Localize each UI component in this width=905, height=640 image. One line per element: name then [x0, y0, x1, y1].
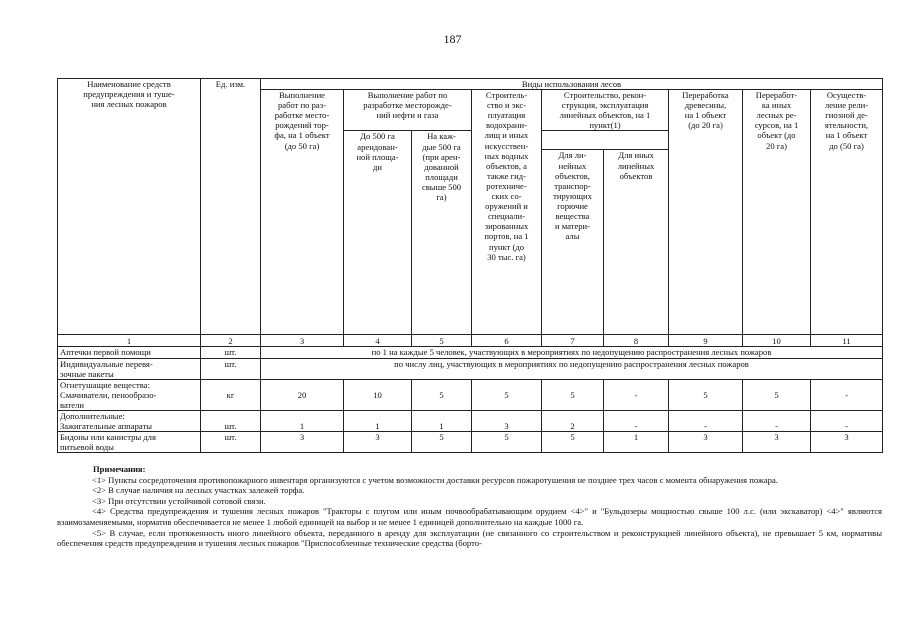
- row-name: Аптечки первой помощи: [58, 347, 201, 358]
- note-item: <2> В случае наличия на лесных участках залежей торфа.: [92, 485, 305, 496]
- row-unit: шт.: [201, 347, 261, 358]
- col-number: 11: [811, 335, 883, 347]
- row-unit: шт.: [201, 411, 261, 432]
- table-row-water-cans: [58, 432, 883, 453]
- header-oil-gas-per-500: На каж- дые 500 га (при арен- дованной площади свыше 500 га): [412, 131, 472, 335]
- header-oil-gas: Выполнение работ по разработке месторожде- ний нефти и газа: [344, 90, 472, 131]
- row-value: 3: [669, 432, 743, 453]
- col-number: 5: [412, 335, 472, 347]
- row-unit: шт.: [201, 432, 261, 453]
- row-unit: кг: [201, 379, 261, 410]
- note-item: <1> Пункты сосредоточения противопожарного инвентаря организуются с учетом возможности доставки ресурсов пожаротушения не позднее трех часов с момента обнаружения пожара.: [92, 474, 778, 485]
- linear-spacer: [542, 131, 669, 150]
- col-number: 9: [669, 335, 743, 347]
- row-name: Огнетушащие вещества: Смачиватели, пенообразо- ватели: [58, 379, 201, 410]
- header-linear-other: Для иных линейных объектов: [604, 150, 669, 335]
- header-name: Наименование средств предупреждения и туше- ния лесных пожаров: [58, 79, 201, 335]
- header-unit: Ед. изм.: [201, 79, 261, 335]
- header-peat: Выполнение работ по раз- работке место- рождений тор- фа, на 1 объект (до 50 га): [261, 90, 344, 335]
- header-linear-flammable: Для ли- нейных объектов, транспор- тирующих горючие вещества и матери- алы: [542, 150, 604, 335]
- col-number: 7: [542, 335, 604, 347]
- header-wood-processing: Переработка древесины, на 1 объект (до 20 га): [669, 90, 743, 335]
- row-name: Индивидуальные перевя- зочные пакеты: [58, 358, 201, 379]
- row-value: 2: [542, 411, 604, 432]
- row-value: 5: [412, 432, 472, 453]
- row-value: 5: [542, 432, 604, 453]
- row-value: -: [743, 411, 811, 432]
- column-number-row: [58, 335, 883, 347]
- row-value: 1: [604, 432, 669, 453]
- row-name: Дополнительные: Зажигательные аппараты: [58, 411, 201, 432]
- header-reservoirs: Строитель- ство и экс- плуатация водохрани- лищ и иных искусствен- ных водных объектов, а также гид- ротехниче- ских со- оружений и специали- зированных портов, на 1 пункт (до 30 тыс. га): [472, 90, 542, 335]
- row-value: -: [604, 379, 669, 410]
- col-number: 3: [261, 335, 344, 347]
- row-span-value: по 1 на каждые 5 человек, участвующих в мероприятиях по недопущению распространения лесных пожаров: [261, 347, 883, 358]
- page-number: 187: [443, 32, 462, 46]
- row-name: Бидоны или канистры для питьевой воды: [58, 432, 201, 453]
- row-value: 3: [472, 411, 542, 432]
- row-value: 3: [261, 432, 344, 453]
- col-number: 4: [344, 335, 412, 347]
- table-row-igniters: [58, 411, 883, 432]
- note-item: <3> При отсутствии устойчивой сотовой связи.: [92, 495, 266, 506]
- col-number: 10: [743, 335, 811, 347]
- row-value: 3: [344, 432, 412, 453]
- row-value: -: [604, 411, 669, 432]
- row-value: 3: [743, 432, 811, 453]
- row-value: 5: [472, 379, 542, 410]
- row-value: -: [669, 411, 743, 432]
- row-value: 3: [811, 432, 883, 453]
- note-item: <5> В случае, если протяженность иного линейного объекта, переданного в аренду для эксплуатации (не связанного со строительством и реконструкцией линейного объекта), не превышает 5 км, нормативы обеспечения средств предупреждения и тушения лесных пожаров "Приспособленные технические средства (борто-: [57, 527, 882, 549]
- row-unit: шт.: [201, 358, 261, 379]
- notes-section: [57, 464, 882, 549]
- row-value: 5: [472, 432, 542, 453]
- row-value: 1: [412, 411, 472, 432]
- row-value: 5: [412, 379, 472, 410]
- row-value: 10: [344, 379, 412, 410]
- col-number: 2: [201, 335, 261, 347]
- row-value: 5: [669, 379, 743, 410]
- table-row-extinguishing-agents: [58, 379, 883, 410]
- table-row-individual-packets: [58, 358, 883, 379]
- row-value: 20: [261, 379, 344, 410]
- row-value: -: [811, 411, 883, 432]
- header-other-resources: Переработ- ка иных лесных ре- сурсов, на 1 объект (до 20 га): [743, 90, 811, 335]
- row-value: 1: [344, 411, 412, 432]
- header-forest-use-types: Виды использования лесов: [261, 79, 883, 90]
- forest-fire-equipment-table: [57, 78, 883, 453]
- header-religious: Осуществ- ление рели- гиозной де- ятельности, на 1 объект до (50 га): [811, 90, 883, 335]
- row-value: 5: [542, 379, 604, 410]
- col-number: 1: [58, 335, 201, 347]
- row-span-value: по числу лиц, участвующих в мероприятиях по недопущению распространения лесных пожаров: [261, 358, 883, 379]
- header-linear-objects: Строительство, рекон- струкция, эксплуатация линейных объектов, на 1 пункт(1): [542, 90, 669, 131]
- col-number: 8: [604, 335, 669, 347]
- notes-title: Примечания:: [93, 464, 146, 474]
- header-oil-gas-under-500: До 500 га арендован- ной площа- ди: [344, 131, 412, 335]
- note-item: <4> Средства предупреждения и тушения лесных пожаров "Тракторы с плугом или иным почвообрабатывающим орудием <4>" и "Бульдозеры мощностью свыше 100 л.с. (или экскаватор) <4>" являются взаимозаменяемыми, норматив обеспечивается не менее 1 любой единицей на выбор и не менее 1 единицей дополнительно на каждые 1000 га.: [57, 506, 882, 527]
- row-value: 1: [261, 411, 344, 432]
- table-row-first-aid: [58, 347, 883, 358]
- row-value: -: [811, 379, 883, 410]
- row-value: 5: [743, 379, 811, 410]
- col-number: 6: [472, 335, 542, 347]
